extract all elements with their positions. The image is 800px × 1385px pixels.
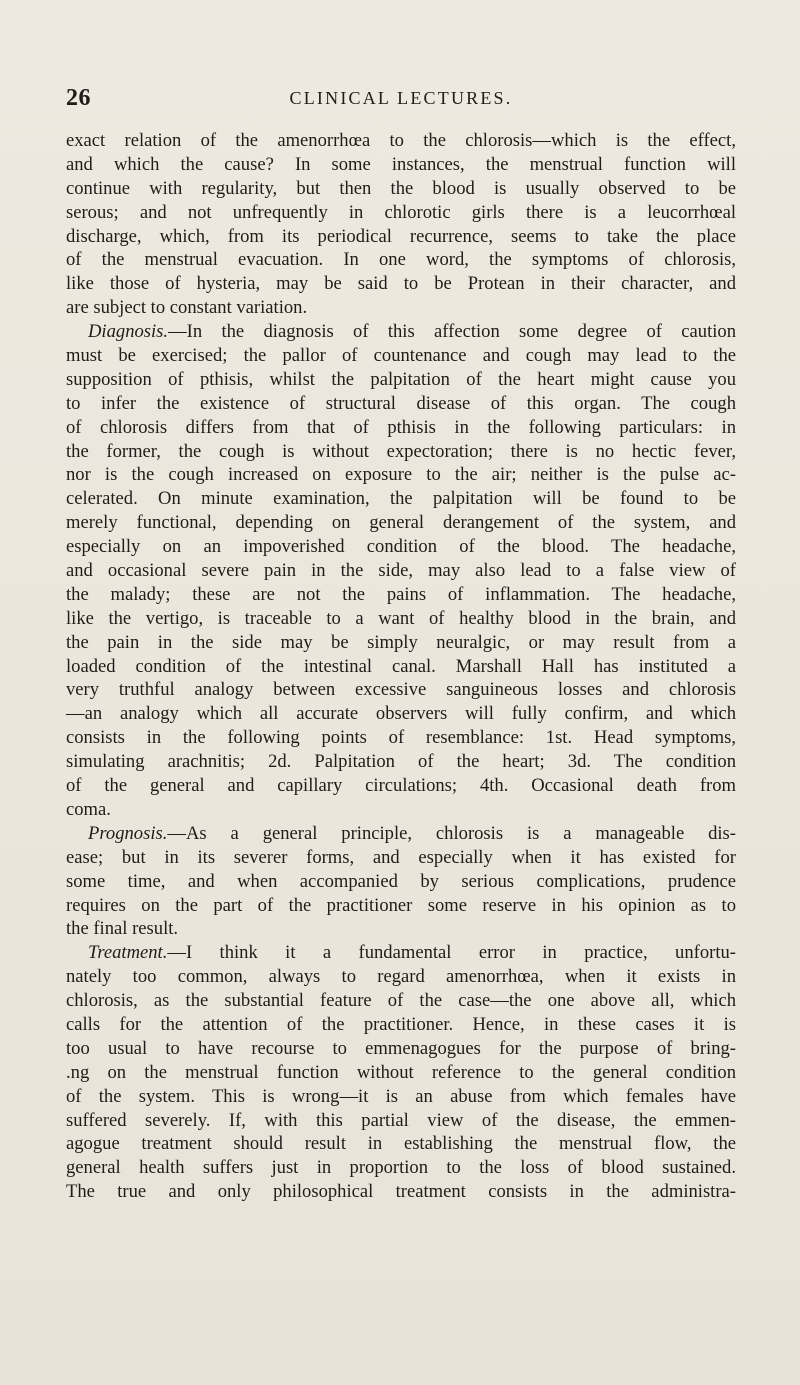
text-line: [66, 678, 736, 702]
line-text: especially on an impoverished condition of the blood. The headache,: [66, 536, 736, 558]
line-text: .ng on the menstrual function without reference to the general condition: [66, 1061, 736, 1083]
section-heading: Prognosis.: [88, 822, 168, 844]
text-line: [66, 368, 736, 392]
line-text: must be exercised; the pallor of countenance and cough may lead to the: [66, 345, 736, 367]
line-text: of chlorosis differs from that of pthisis in the following particulars: in: [66, 416, 736, 438]
line-text: like the vertigo, is traceable to a want of healthy blood in the brain, and: [66, 607, 736, 629]
text-line: [66, 917, 736, 941]
text-line: [66, 1061, 736, 1085]
line-text: general health suffers just in proportion to the loss of blood sustained.: [66, 1157, 736, 1179]
text-line: [66, 583, 736, 607]
line-text: nor is the cough increased on exposure to the air; neither is the pulse ac-: [66, 464, 736, 486]
section-heading-line: [66, 941, 736, 965]
line-text: discharge, which, from its periodical recurrence, seems to take the place: [66, 225, 736, 247]
section-heading: Diagnosis.: [88, 321, 169, 343]
section-heading-line: [66, 822, 736, 846]
line-text: celerated. On minute examination, the palpitation will be found to be: [66, 488, 736, 510]
text-line: [66, 655, 736, 679]
line-text: merely functional, depending on general derangement of the system, and: [66, 512, 736, 534]
line-text: of the system. This is wrong—it is an abuse from which females have: [66, 1085, 736, 1107]
text-line: [66, 870, 736, 894]
text-line: [66, 177, 736, 201]
text-line: [66, 344, 736, 368]
line-text: and occasional severe pain in the side, may also lead to a false view of: [66, 560, 736, 582]
text-line: [66, 248, 736, 272]
line-text: consists in the following points of resemblance: 1st. Head symptoms,: [66, 727, 736, 749]
line-text: the final result.: [66, 918, 179, 940]
text-line: [66, 1180, 736, 1204]
text-line: [66, 535, 736, 559]
text-line: [66, 153, 736, 177]
text-line: [66, 225, 736, 249]
line-text: to infer the existence of structural disease of this organ. The cough: [66, 392, 736, 414]
line-text: the former, the cough is without expectoration; there is no hectic fever,: [66, 440, 736, 462]
text-line: [66, 1132, 736, 1156]
line-text: requires on the part of the practitioner some reserve in his opinion as to: [66, 894, 736, 916]
text-line: [66, 392, 736, 416]
text-line: [66, 631, 736, 655]
text-line: [66, 774, 736, 798]
text-line: [66, 1085, 736, 1109]
line-text: serous; and not unfrequently in chlorotic girls there is a leucorrhœal: [66, 201, 736, 223]
text-line: [66, 296, 736, 320]
line-text: some time, and when accompanied by serious complications, prudence: [66, 870, 736, 892]
line-text: nately too common, always to regard amenorrhœa, when it exists in: [66, 966, 736, 988]
text-line: [66, 1156, 736, 1180]
text-line: [66, 201, 736, 225]
text-line: [66, 559, 736, 583]
text-line: [66, 702, 736, 726]
line-text: chlorosis, as the substantial feature of the case—the one above all, which: [66, 990, 736, 1012]
text-line: [66, 750, 736, 774]
line-text: and which the cause? In some instances, the menstrual function will: [66, 153, 736, 175]
line-text: the malady; these are not the pains of inflammation. The headache,: [66, 583, 736, 605]
page-number: 26: [66, 85, 91, 111]
text-line: [66, 272, 736, 296]
line-text: —I think it a fundamental error in practice, unfortu-: [167, 942, 736, 964]
line-text: suffered severely. If, with this partial view of the disease, the emmen-: [66, 1109, 736, 1131]
line-text: coma.: [66, 798, 111, 820]
text-line: [66, 846, 736, 870]
line-text: The true and only philosophical treatment consists in the administra-: [66, 1181, 736, 1203]
text-line: [66, 463, 736, 487]
line-text: —As a general principle, chlorosis is a manageable dis-: [167, 822, 736, 844]
text-line: [66, 1037, 736, 1061]
text-line: [66, 1109, 736, 1133]
text-line: [66, 129, 736, 153]
line-text: are subject to constant variation.: [66, 297, 308, 319]
line-text: exact relation of the amenorrhœa to the chlorosis—which is the effect,: [66, 130, 736, 151]
text-line: [66, 416, 736, 440]
text-line: [66, 798, 736, 822]
line-text: ease; but in its severer forms, and especially when it has existed for: [66, 846, 736, 868]
line-text: simulating arachnitis; 2d. Palpitation of the heart; 3d. The condition: [66, 751, 736, 773]
line-text: of the menstrual evacuation. In one word, the symptoms of chlorosis,: [66, 249, 736, 271]
body-text: [66, 129, 736, 1204]
text-line: [66, 440, 736, 464]
line-text: —an analogy which all accurate observers will fully confirm, and which: [66, 703, 736, 725]
section-heading-line: [66, 320, 736, 344]
section-heading: Treatment.: [88, 942, 168, 964]
line-text: of the general and capillary circulations; 4th. Occasional death from: [66, 775, 736, 797]
line-text: very truthful analogy between excessive sanguineous losses and chlorosis: [66, 679, 736, 701]
text-line: [66, 607, 736, 631]
line-text: supposition of pthisis, whilst the palpitation of the heart might cause you: [66, 368, 736, 390]
line-text: the pain in the side may be simply neuralgic, or may result from a: [66, 631, 736, 653]
line-text: —In the diagnosis of this affection some degree of caution: [168, 321, 736, 343]
line-text: too usual to have recourse to emmenagogues for the purpose of bring-: [66, 1037, 736, 1059]
line-text: like those of hysteria, may be said to be Protean in their character, and: [66, 273, 736, 295]
line-text: agogue treatment should result in establishing the menstrual flow, the: [66, 1133, 736, 1155]
text-line: [66, 726, 736, 750]
line-text: continue with regularity, but then the blood is usually observed to be: [66, 177, 736, 199]
page-header: [66, 85, 736, 111]
text-line: [66, 1013, 736, 1037]
text-line: [66, 989, 736, 1013]
text-line: [66, 894, 736, 918]
line-text: calls for the attention of the practitioner. Hence, in these cases it is: [66, 1013, 736, 1035]
text-line: [66, 965, 736, 989]
text-line: [66, 511, 736, 535]
running-head: CLINICAL LECTURES.: [289, 88, 513, 108]
text-line: [66, 487, 736, 511]
line-text: loaded condition of the intestinal canal. Marshall Hall has instituted a: [66, 655, 736, 677]
